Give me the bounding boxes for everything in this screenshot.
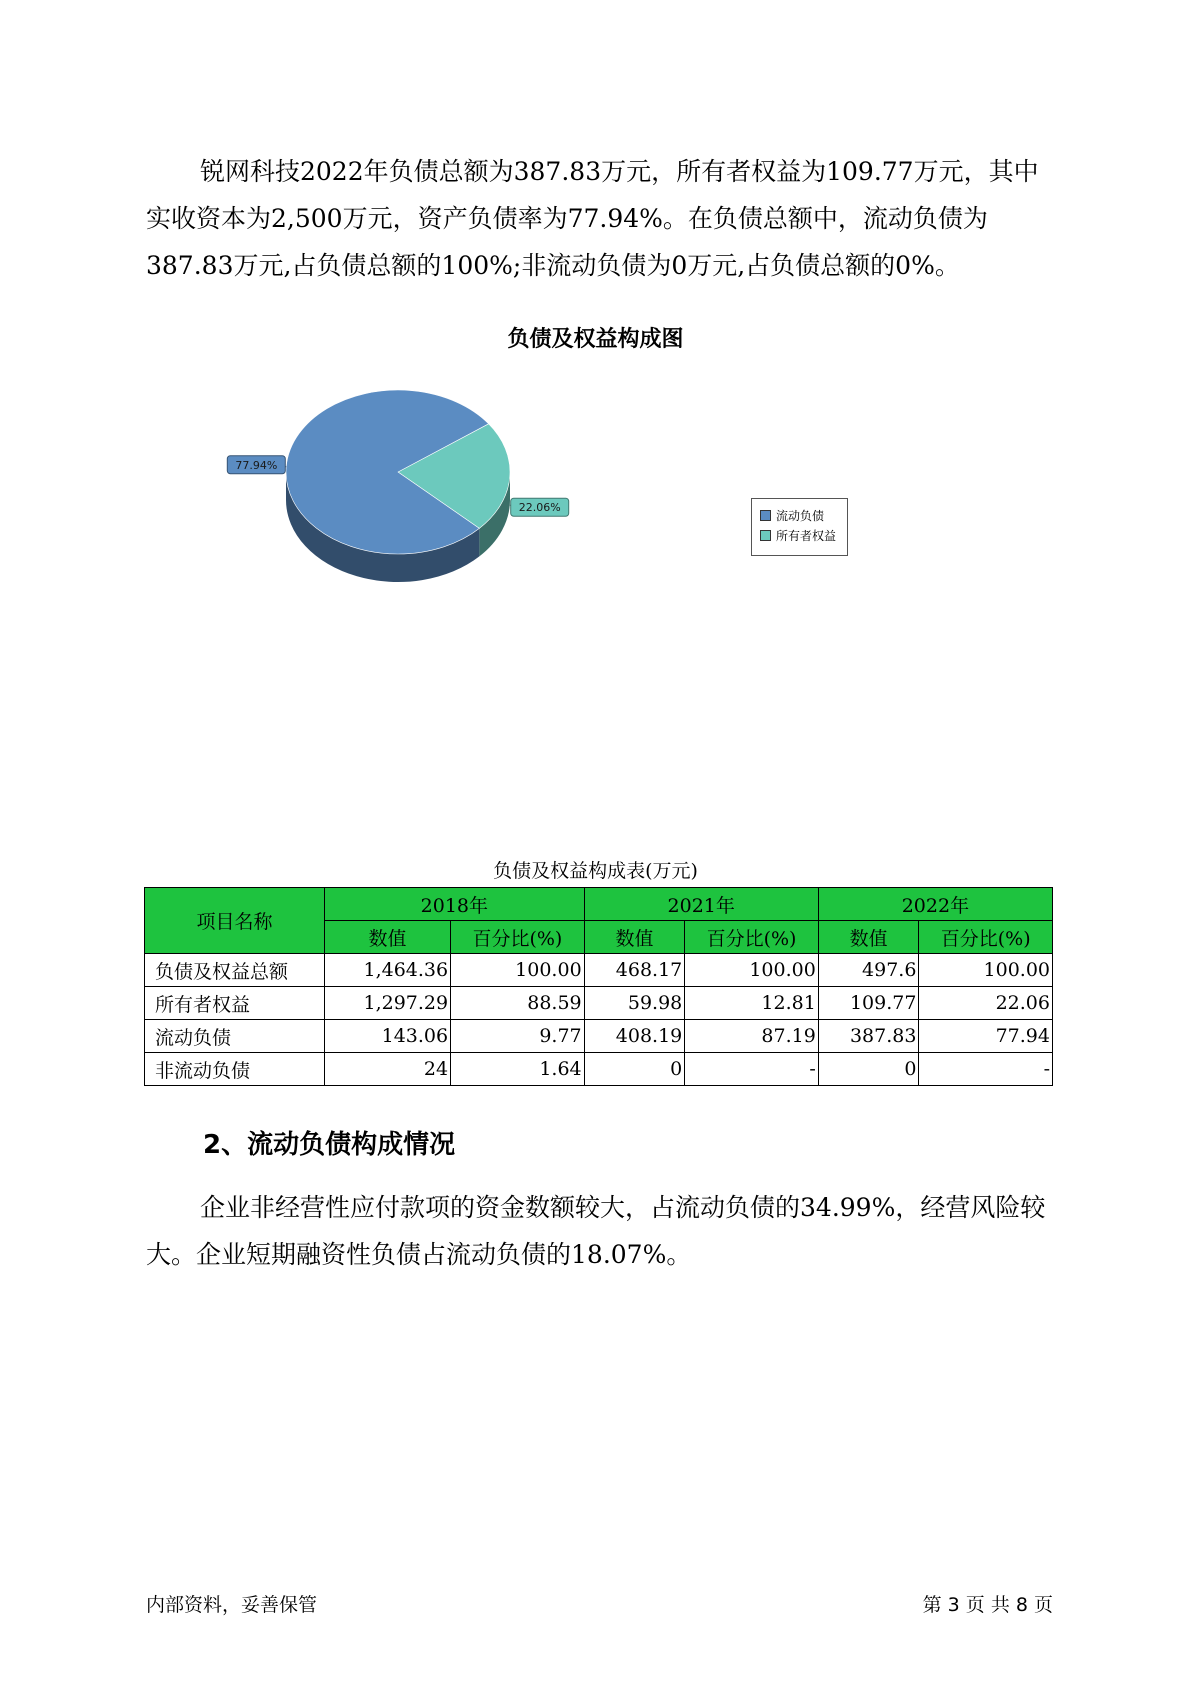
row-label: 流动负债 xyxy=(145,1020,325,1053)
percent-cell: 77.94 xyxy=(919,1020,1053,1053)
header-value: 数值 xyxy=(818,921,919,954)
value-cell: 59.98 xyxy=(584,987,685,1020)
value-cell: 1,297.29 xyxy=(325,987,451,1020)
value-cell: 468.17 xyxy=(584,954,685,987)
table-row xyxy=(145,1020,1053,1053)
percent-cell: 88.59 xyxy=(451,987,585,1020)
legend-label: 所有者权益 xyxy=(776,528,837,543)
financial-table xyxy=(144,887,1053,1086)
header-year: 2022年 xyxy=(818,888,1052,921)
header-item-name: 项目名称 xyxy=(145,888,325,954)
value-cell: 109.77 xyxy=(818,987,919,1020)
header-percent: 百分比(%) xyxy=(919,921,1053,954)
legend-label: 流动负债 xyxy=(776,508,825,523)
table-caption: 负债及权益构成表(万元) xyxy=(493,860,698,882)
percent-cell: 100.00 xyxy=(685,954,819,987)
legend-item xyxy=(760,505,847,525)
section-paragraph xyxy=(146,1184,1046,1278)
value-cell: 24 xyxy=(325,1053,451,1086)
header-year: 2018年 xyxy=(325,888,585,921)
legend-item xyxy=(760,525,847,545)
header-percent: 百分比(%) xyxy=(685,921,819,954)
chart-legend xyxy=(751,498,848,556)
header-value: 数值 xyxy=(584,921,685,954)
table-row xyxy=(145,1053,1053,1086)
table-body xyxy=(145,954,1053,1086)
percent-cell: 1.64 xyxy=(451,1053,585,1086)
row-label: 非流动负债 xyxy=(145,1053,325,1086)
value-cell: 1,464.36 xyxy=(325,954,451,987)
table-row xyxy=(145,954,1053,987)
value-cell: 0 xyxy=(818,1053,919,1086)
footer-confidential: 内部资料，妥善保管 xyxy=(146,1594,318,1616)
value-cell: 408.19 xyxy=(584,1020,685,1053)
pie-chart xyxy=(235,390,600,630)
section-heading: 2、流动负债构成情况 xyxy=(203,1130,456,1160)
section-paragraph-text: 企业非经营性应付款项的资金数额较大，占流动负债的34.99%，经营风险较大。企业短期融资性负债占流动负债的18.07%。 xyxy=(146,1193,1046,1269)
chart-title: 负债及权益构成图 xyxy=(507,327,684,352)
header-value: 数值 xyxy=(325,921,451,954)
header-percent: 百分比(%) xyxy=(451,921,585,954)
percent-cell: 100.00 xyxy=(919,954,1053,987)
intro-paragraph-text: 锐网科技2022年负债总额为387.83万元，所有者权益为109.77万元，其中实收资本为2,500万元，资产负债率为77.94%。在负债总额中，流动负债为387.83万元,占负债总额的100%;非流动负债为0万元,占负债总额的0%。 xyxy=(146,157,1039,280)
value-cell: 387.83 xyxy=(818,1020,919,1053)
percent-cell: 22.06 xyxy=(919,987,1053,1020)
intro-paragraph xyxy=(146,148,1046,289)
header-year: 2021年 xyxy=(584,888,818,921)
row-label: 所有者权益 xyxy=(145,987,325,1020)
percent-cell: 100.00 xyxy=(451,954,585,987)
table-row xyxy=(145,987,1053,1020)
value-cell: 143.06 xyxy=(325,1020,451,1053)
table-header-row xyxy=(145,888,1053,921)
footer-page-number: 第 3 页 共 8 页 xyxy=(922,1594,1053,1616)
pie-top-slices xyxy=(286,390,510,554)
legend-swatch xyxy=(760,530,771,541)
percent-cell: 12.81 xyxy=(685,987,819,1020)
percent-cell: - xyxy=(685,1053,819,1086)
row-label: 负债及权益总额 xyxy=(145,954,325,987)
value-cell: 497.6 xyxy=(818,954,919,987)
percent-cell: 9.77 xyxy=(451,1020,585,1053)
percent-cell: - xyxy=(919,1053,1053,1086)
pie-data-label: 77.94% xyxy=(235,458,278,472)
pie-data-label: 22.06% xyxy=(518,501,561,515)
legend-swatch xyxy=(760,510,771,521)
value-cell: 0 xyxy=(584,1053,685,1086)
percent-cell: 87.19 xyxy=(685,1020,819,1053)
